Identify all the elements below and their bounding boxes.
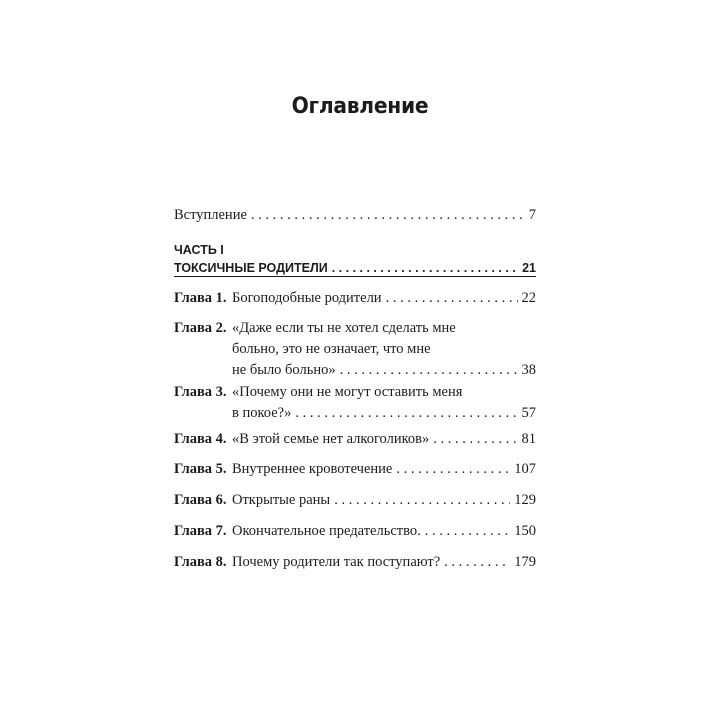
part-number: ЧАСТЬ I xyxy=(174,243,224,257)
chapter-title-line: Окончательное предательство. xyxy=(232,523,421,539)
toc-entry-intro[interactable] xyxy=(174,205,536,226)
toc-page-number: 179 xyxy=(514,554,536,570)
toc-chapter-8[interactable] xyxy=(174,552,536,573)
chapter-title-line: Открытые раны xyxy=(232,492,331,508)
toc-entry-title: Вступление xyxy=(174,207,247,223)
dot-leader xyxy=(433,429,517,450)
toc-chapter-1[interactable] xyxy=(174,288,536,309)
chapter-title-line: Почему родители так поступают? xyxy=(232,554,441,570)
chapter-label: Глава 7. xyxy=(174,523,227,539)
toc-chapter-4[interactable] xyxy=(174,429,536,450)
chapter-title-line: Богоподобные родители xyxy=(232,290,382,306)
dot-leader xyxy=(444,552,510,573)
chapter-label: Глава 3. xyxy=(174,384,227,400)
chapter-title-line: «Почему они не могут оставить меня xyxy=(232,384,463,400)
toc-page-number: 38 xyxy=(521,362,536,378)
chapter-label: Глава 8. xyxy=(174,554,227,570)
dot-leader xyxy=(251,205,525,226)
part-divider xyxy=(174,276,536,277)
toc-chapter-3[interactable] xyxy=(174,382,536,424)
chapter-title-line: в покое?» xyxy=(232,405,292,421)
dot-leader xyxy=(334,490,510,511)
chapter-title-line: «Даже если ты не хотел сделать мне xyxy=(232,320,456,336)
toc-page-number: 7 xyxy=(528,207,536,223)
toc-chapter-5[interactable] xyxy=(174,459,536,480)
toc-chapter-7[interactable] xyxy=(174,521,536,542)
dot-leader xyxy=(340,360,518,381)
page-title: Оглавление xyxy=(291,94,429,119)
toc-page-number: 21 xyxy=(522,261,536,275)
chapter-title-line: Внутреннее кровотечение xyxy=(232,461,393,477)
toc-part-1[interactable] xyxy=(174,241,536,277)
chapter-label: Глава 6. xyxy=(174,492,227,508)
dot-leader xyxy=(425,521,511,542)
toc-page-number: 57 xyxy=(521,405,536,421)
toc-page-number: 150 xyxy=(514,523,536,539)
chapter-title-line: больно, это не означает, что мне xyxy=(232,341,431,357)
chapter-label: Глава 2. xyxy=(174,320,227,336)
dot-leader xyxy=(332,259,518,277)
chapter-title-line: не было больно» xyxy=(232,362,336,378)
chapter-label: Глава 1. xyxy=(174,290,227,306)
toc-page-number: 81 xyxy=(521,431,536,447)
toc-page-number: 22 xyxy=(521,290,536,306)
toc-chapter-2[interactable] xyxy=(174,318,536,381)
toc-chapter-6[interactable] xyxy=(174,490,536,511)
chapter-title-line: «В этой семье нет алкоголиков» xyxy=(232,431,430,447)
dot-leader xyxy=(386,288,518,309)
toc-page-number: 129 xyxy=(514,492,536,508)
part-title: ТОКСИЧНЫЕ РОДИТЕЛИ xyxy=(174,261,328,275)
dot-leader xyxy=(396,459,510,480)
toc-page-number: 107 xyxy=(514,461,536,477)
chapter-label: Глава 5. xyxy=(174,461,227,477)
chapter-label: Глава 4. xyxy=(174,431,227,447)
dot-leader xyxy=(295,403,517,424)
